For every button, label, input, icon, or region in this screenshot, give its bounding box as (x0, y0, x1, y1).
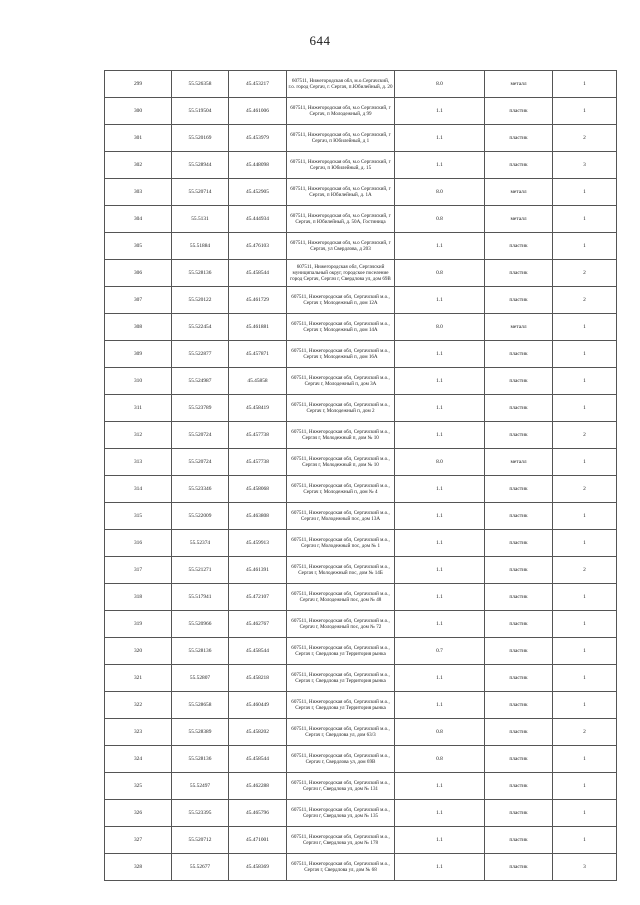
longitude-cell: 45.457871 (229, 341, 287, 368)
container-volume-cell: 0.8 (395, 260, 485, 287)
container-count-cell: 1 (553, 71, 617, 98)
table-row (105, 125, 617, 152)
longitude-cell: 45.453217 (229, 71, 287, 98)
container-volume-cell: 1.1 (395, 692, 485, 719)
latitude-cell: 55.5131 (172, 206, 229, 233)
longitude-cell: 45.453979 (229, 125, 287, 152)
row-number-cell: 300 (105, 98, 172, 125)
table-row (105, 692, 617, 719)
row-number-cell: 303 (105, 179, 172, 206)
container-material-cell: пластик (485, 746, 553, 773)
container-volume-cell: 1.1 (395, 341, 485, 368)
container-material-cell: пластик (485, 800, 553, 827)
table-row (105, 611, 617, 638)
table-row (105, 773, 617, 800)
row-number-cell: 308 (105, 314, 172, 341)
latitude-cell: 55.526358 (172, 71, 229, 98)
container-volume-cell: 1.1 (395, 476, 485, 503)
row-number-cell: 302 (105, 152, 172, 179)
container-material-cell: металл (485, 314, 553, 341)
container-count-cell: 3 (553, 854, 617, 881)
table-row (105, 719, 617, 746)
row-number-cell: 325 (105, 773, 172, 800)
longitude-cell: 45.452905 (229, 179, 287, 206)
table-row (105, 395, 617, 422)
longitude-cell: 45.461729 (229, 287, 287, 314)
row-number-cell: 314 (105, 476, 172, 503)
container-volume-cell: 1.1 (395, 503, 485, 530)
row-number-cell: 327 (105, 827, 172, 854)
container-material-cell: металл (485, 449, 553, 476)
container-volume-cell: 1.1 (395, 800, 485, 827)
container-material-cell: пластик (485, 287, 553, 314)
address-cell: 607511, Нижегородская обл, Сергачский м.о., Сергач г, Свердлова ул, дом № 135 (287, 800, 395, 827)
address-cell: 607511, Нижегородская обл, Сергачский м.о., Сергач г, Молодежный п, дом 3А (287, 368, 395, 395)
container-material-cell: пластик (485, 692, 553, 719)
container-count-cell: 1 (553, 341, 617, 368)
container-material-cell: пластик (485, 854, 553, 881)
address-cell: 607511, Нижегородская обл, Сергачский м.о., Сергач г, Свердлова ул Территория рынка (287, 665, 395, 692)
longitude-cell: 45.448098 (229, 152, 287, 179)
longitude-cell: 45.458218 (229, 665, 287, 692)
container-volume-cell: 1.1 (395, 368, 485, 395)
longitude-cell: 45.459913 (229, 530, 287, 557)
latitude-cell: 55.528389 (172, 719, 229, 746)
container-count-cell: 1 (553, 179, 617, 206)
address-cell: 607511, Нижегородская обл, Сергачский м.о., Сергач г, Свердлова ул, дом № 131 (287, 773, 395, 800)
container-material-cell: пластик (485, 422, 553, 449)
address-cell: 607511, Нижегородская обл, Сергачский м.о., Сергач г, Молодежный пос, дом № 1 (287, 530, 395, 557)
table-row (105, 422, 617, 449)
latitude-cell: 55.520724 (172, 449, 229, 476)
longitude-cell: 45.457738 (229, 422, 287, 449)
container-material-cell: пластик (485, 584, 553, 611)
longitude-cell: 45.465796 (229, 800, 287, 827)
longitude-cell: 45.458369 (229, 854, 287, 881)
longitude-cell: 45.458202 (229, 719, 287, 746)
container-material-cell: пластик (485, 125, 553, 152)
latitude-cell: 55.52497 (172, 773, 229, 800)
container-count-cell: 1 (553, 638, 617, 665)
container-material-cell: пластик (485, 665, 553, 692)
container-count-cell: 1 (553, 314, 617, 341)
container-count-cell: 1 (553, 665, 617, 692)
container-volume-cell: 1.1 (395, 773, 485, 800)
address-cell: 607511, Нижегородская обл, Сергачский м.о., Сергач г, Молодежный п, дом № 10 (287, 422, 395, 449)
container-volume-cell: 0.8 (395, 746, 485, 773)
address-cell: 607511, Нижегородская обл, м.о Сергачский, г Сергач, п Юбилейный, д. 1А (287, 179, 395, 206)
container-count-cell: 1 (553, 206, 617, 233)
latitude-cell: 55.51884 (172, 233, 229, 260)
row-number-cell: 305 (105, 233, 172, 260)
container-volume-cell: 1.1 (395, 233, 485, 260)
container-count-cell: 1 (553, 611, 617, 638)
row-number-cell: 328 (105, 854, 172, 881)
container-volume-cell: 1.1 (395, 665, 485, 692)
table-body (105, 71, 617, 881)
longitude-cell: 45.461391 (229, 557, 287, 584)
longitude-cell: 45.462288 (229, 773, 287, 800)
row-number-cell: 299 (105, 71, 172, 98)
address-cell: 607511, Нижегородская обл, Сергачский м.о., Сергач г, Молодежный п, дом 14А (287, 314, 395, 341)
row-number-cell: 304 (105, 206, 172, 233)
container-count-cell: 3 (553, 152, 617, 179)
row-number-cell: 311 (105, 395, 172, 422)
address-cell: 607511, Нижегородская обл, Сергачский м.о., Сергач г, Свердлова ул, дом № 178 (287, 827, 395, 854)
row-number-cell: 313 (105, 449, 172, 476)
container-material-cell: пластик (485, 773, 553, 800)
table-row (105, 179, 617, 206)
address-cell: 607511, Нижегородская обл, Сергачский м.о., Сергач г, Молодежный п, дом 2 (287, 395, 395, 422)
address-cell: 607511, Нижегородская обл, Сергачский м.о., Сергач г, Молодежный п, дом № 4 (287, 476, 395, 503)
address-cell: 607511, Нижегородская обл, Сергачский м.о., Сергач г, Молодежный пос, дом № 48 (287, 584, 395, 611)
latitude-cell: 55.517941 (172, 584, 229, 611)
longitude-cell: 45.457738 (229, 449, 287, 476)
container-material-cell: металл (485, 206, 553, 233)
container-count-cell: 1 (553, 773, 617, 800)
container-volume-cell: 1.1 (395, 854, 485, 881)
latitude-cell: 55.528658 (172, 692, 229, 719)
table-row (105, 854, 617, 881)
table-row (105, 665, 617, 692)
container-count-cell: 1 (553, 503, 617, 530)
table-row (105, 260, 617, 287)
container-material-cell: пластик (485, 368, 553, 395)
container-count-cell: 2 (553, 125, 617, 152)
latitude-cell: 55.522877 (172, 341, 229, 368)
address-cell: 607511, Нижегородская обл, м.о.Сергачский, г.о. город Сергач, г. Сергач, п.Юбилейный, д. 20 (287, 71, 395, 98)
row-number-cell: 317 (105, 557, 172, 584)
row-number-cell: 318 (105, 584, 172, 611)
container-material-cell: металл (485, 179, 553, 206)
address-cell: 607511, Нижегородская обл, Сергачский м.о., Сергач г, Молодежный пос, дом № 72 (287, 611, 395, 638)
row-number-cell: 319 (105, 611, 172, 638)
latitude-cell: 55.523346 (172, 476, 229, 503)
container-count-cell: 1 (553, 827, 617, 854)
latitude-cell: 55.520712 (172, 827, 229, 854)
latitude-cell: 55.528136 (172, 260, 229, 287)
table-row (105, 827, 617, 854)
latitude-cell: 55.520169 (172, 125, 229, 152)
longitude-cell: 45.458068 (229, 476, 287, 503)
container-count-cell: 2 (553, 422, 617, 449)
address-cell: 607511, Нижегородская обл, Сергачский м.о., Сергач г, Свердлова ул Территория рынка (287, 692, 395, 719)
row-number-cell: 326 (105, 800, 172, 827)
latitude-cell: 55.520122 (172, 287, 229, 314)
container-count-cell: 2 (553, 260, 617, 287)
table-row (105, 206, 617, 233)
table-row (105, 71, 617, 98)
container-volume-cell: 0.8 (395, 206, 485, 233)
address-cell: 607511, Нижегородская обл, Сергачский м.о., Сергач г, Свердлова ул, дом 69В (287, 746, 395, 773)
row-number-cell: 320 (105, 638, 172, 665)
latitude-cell: 55.52677 (172, 854, 229, 881)
row-number-cell: 324 (105, 746, 172, 773)
row-number-cell: 306 (105, 260, 172, 287)
container-count-cell: 1 (553, 395, 617, 422)
container-volume-cell: 1.1 (395, 152, 485, 179)
container-volume-cell: 8.0 (395, 71, 485, 98)
row-number-cell: 310 (105, 368, 172, 395)
latitude-cell: 55.520714 (172, 179, 229, 206)
table-row (105, 233, 617, 260)
page-number: 644 (309, 33, 331, 48)
address-cell: 607511, Нижегородская обл, Сергачский м.о., Сергач г, Молодежный п, дом 12А (287, 287, 395, 314)
latitude-cell: 55.528944 (172, 152, 229, 179)
container-volume-cell: 1.1 (395, 422, 485, 449)
longitude-cell: 45.458544 (229, 638, 287, 665)
container-volume-cell: 1.1 (395, 611, 485, 638)
container-count-cell: 1 (553, 692, 617, 719)
container-material-cell: пластик (485, 719, 553, 746)
longitude-cell: 45.476103 (229, 233, 287, 260)
longitude-cell: 45.458419 (229, 395, 287, 422)
longitude-cell: 45.458544 (229, 260, 287, 287)
row-number-cell: 309 (105, 341, 172, 368)
container-material-cell: пластик (485, 98, 553, 125)
container-count-cell: 1 (553, 368, 617, 395)
container-volume-cell: 8.0 (395, 179, 485, 206)
longitude-cell: 45.45858 (229, 368, 287, 395)
address-cell: 607511, Нижегородская обл, Сергачский м.о., Сергач г, Свердлова ул, дом № 68 (287, 854, 395, 881)
container-sites-table (104, 70, 617, 881)
table-row (105, 449, 617, 476)
container-volume-cell: 1.1 (395, 98, 485, 125)
address-cell: 607511, Нижегородская обл, м.о Сергачский, г Сергач, п Юбилейный, д. 50А, Гостиница (287, 206, 395, 233)
container-volume-cell: 1.1 (395, 125, 485, 152)
container-volume-cell: 8.0 (395, 449, 485, 476)
address-cell: 607511, Нижегородская обл, Сергачский м.о., Сергач г, Молодежный пос, дом № 14Б (287, 557, 395, 584)
container-material-cell: пластик (485, 827, 553, 854)
container-volume-cell: 0.7 (395, 638, 485, 665)
container-count-cell: 1 (553, 584, 617, 611)
container-count-cell: 2 (553, 557, 617, 584)
row-number-cell: 315 (105, 503, 172, 530)
latitude-cell: 55.523789 (172, 395, 229, 422)
container-count-cell: 1 (553, 449, 617, 476)
container-volume-cell: 1.1 (395, 557, 485, 584)
row-number-cell: 323 (105, 719, 172, 746)
address-cell: 607511, Нижегородская обл, м.о Сергачский, г Сергач, п Юбилейный, д 1 (287, 125, 395, 152)
longitude-cell: 45.461006 (229, 98, 287, 125)
longitude-cell: 45.444934 (229, 206, 287, 233)
table-row (105, 530, 617, 557)
latitude-cell: 55.520966 (172, 611, 229, 638)
address-cell: 607511, Нижегородская обл, Сергачский муниципальный округ, городское поселение город Сергач, Сергач г, Свердлова ул, дом 69В (287, 260, 395, 287)
table-row (105, 584, 617, 611)
address-cell: 607511, Нижегородская обл, Сергачский м.о., Сергач г, Свердлова ул, дом 63/3 (287, 719, 395, 746)
address-cell: 607511, Нижегородская обл, м.о Сергачский, г Сергач, п Молодежный, д 99 (287, 98, 395, 125)
container-count-cell: 1 (553, 530, 617, 557)
table-row (105, 476, 617, 503)
container-count-cell: 1 (553, 800, 617, 827)
container-count-cell: 1 (553, 233, 617, 260)
address-cell: 607511, Нижегородская обл, Сергачский м.о., Сергач г, Молодежный п, дом 16А (287, 341, 395, 368)
table-row (105, 557, 617, 584)
container-volume-cell: 1.1 (395, 287, 485, 314)
longitude-cell: 45.460449 (229, 692, 287, 719)
row-number-cell: 321 (105, 665, 172, 692)
latitude-cell: 55.52807 (172, 665, 229, 692)
container-volume-cell: 8.0 (395, 314, 485, 341)
longitude-cell: 45.462767 (229, 611, 287, 638)
table-row (105, 638, 617, 665)
address-cell: 607511, Нижегородская обл, м.о Сергачский, г Сергач, ул Свердлова, д 203 (287, 233, 395, 260)
container-count-cell: 2 (553, 719, 617, 746)
container-count-cell: 1 (553, 746, 617, 773)
longitude-cell: 45.472107 (229, 584, 287, 611)
container-material-cell: пластик (485, 530, 553, 557)
container-material-cell: пластик (485, 395, 553, 422)
container-material-cell: пластик (485, 557, 553, 584)
container-material-cell: пластик (485, 503, 553, 530)
latitude-cell: 55.521271 (172, 557, 229, 584)
table-row (105, 287, 617, 314)
container-material-cell: пластик (485, 260, 553, 287)
container-material-cell: пластик (485, 152, 553, 179)
row-number-cell: 301 (105, 125, 172, 152)
container-material-cell: пластик (485, 341, 553, 368)
longitude-cell: 45.461881 (229, 314, 287, 341)
container-volume-cell: 1.1 (395, 530, 485, 557)
table-row (105, 341, 617, 368)
latitude-cell: 55.528136 (172, 746, 229, 773)
container-volume-cell: 1.1 (395, 827, 485, 854)
table-row (105, 746, 617, 773)
table-row (105, 800, 617, 827)
latitude-cell: 55.522009 (172, 503, 229, 530)
container-material-cell: пластик (485, 476, 553, 503)
row-number-cell: 322 (105, 692, 172, 719)
container-material-cell: пластик (485, 638, 553, 665)
container-count-cell: 2 (553, 476, 617, 503)
address-cell: 607511, Нижегородская обл, м.о Сергачский, г Сергач, п Юбилейный, д. 15 (287, 152, 395, 179)
longitude-cell: 45.471001 (229, 827, 287, 854)
latitude-cell: 55.524987 (172, 368, 229, 395)
table-row (105, 503, 617, 530)
row-number-cell: 307 (105, 287, 172, 314)
container-material-cell: пластик (485, 233, 553, 260)
latitude-cell: 55.522454 (172, 314, 229, 341)
latitude-cell: 55.520724 (172, 422, 229, 449)
latitude-cell: 55.528136 (172, 638, 229, 665)
table-row (105, 98, 617, 125)
table-row (105, 314, 617, 341)
latitude-cell: 55.523395 (172, 800, 229, 827)
latitude-cell: 55.52374 (172, 530, 229, 557)
row-number-cell: 312 (105, 422, 172, 449)
address-cell: 607511, Нижегородская обл, Сергачский м.о., Сергач г, Молодежный п, дом № 10 (287, 449, 395, 476)
latitude-cell: 55.519504 (172, 98, 229, 125)
container-volume-cell: 1.1 (395, 395, 485, 422)
table-row (105, 368, 617, 395)
container-count-cell: 1 (553, 98, 617, 125)
container-volume-cell: 0.8 (395, 719, 485, 746)
container-material-cell: металл (485, 71, 553, 98)
address-cell: 607511, Нижегородская обл, Сергачский м.о., Сергач г, Молодежный пос, дом 13А (287, 503, 395, 530)
container-volume-cell: 1.1 (395, 584, 485, 611)
container-material-cell: пластик (485, 611, 553, 638)
address-cell: 607511, Нижегородская обл, Сергачский м.о., Сергач г, Свердлова ул Территория рынка (287, 638, 395, 665)
longitude-cell: 45.458544 (229, 746, 287, 773)
container-count-cell: 2 (553, 287, 617, 314)
longitude-cell: 45.463808 (229, 503, 287, 530)
table-row (105, 152, 617, 179)
row-number-cell: 316 (105, 530, 172, 557)
